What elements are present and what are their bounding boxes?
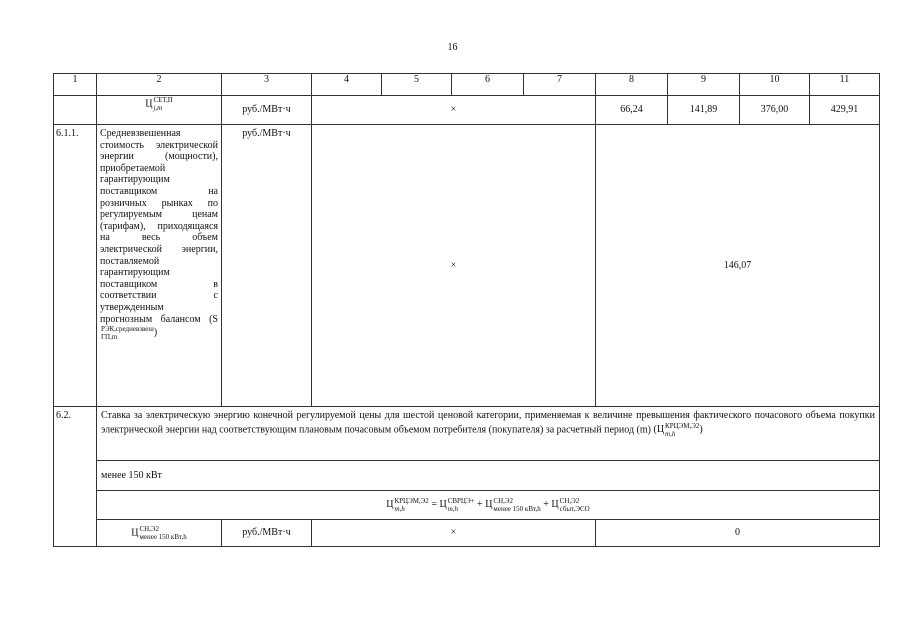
network-tariff-symbol: Ц СЕТ,П j,m [97, 96, 222, 125]
last-row-unit: руб./МВт·ч [222, 520, 312, 547]
table-row-network-tariff [54, 96, 880, 125]
table-row-subgroup [54, 461, 880, 491]
header-cell-5: 5 [382, 74, 452, 96]
row-6-1-1-value: 146,07 [596, 125, 880, 407]
table-row-formula [54, 491, 880, 520]
header-cell-7: 7 [524, 74, 596, 96]
row-number-empty [54, 96, 97, 125]
table-row-last [54, 520, 880, 547]
row-6-2-description: Ставка за электрическую энергию конечной регулируемой цены для шестой ценовой категории, применяемая к величине превышения фактического почасового объема покупки электрической энергии над соответствующим плановым почасовым объемом потребителя (покупателя) за расчетный период (m) (Ц КРЦЭМ,Э2 m,h ) [97, 407, 880, 461]
header-cell-8: 8 [596, 74, 668, 96]
network-tariff-cross: × [312, 96, 596, 125]
network-tariff-value-9: 141,89 [668, 96, 740, 125]
header-cell-4: 4 [312, 74, 382, 96]
header-cell-3: 3 [222, 74, 312, 96]
last-row-cross: × [312, 520, 596, 547]
formula: Ц КРЦЭМ,Э2 m,h = Ц СВРЦЭ+ m,h + Ц СН,Э2 менее 150 кВт,h + Ц СН,Э2 сбыт,ЭСО [386, 497, 590, 513]
header-cell-9: 9 [668, 74, 740, 96]
row-6-1-1-symbol: (S РЭК,средневзвеш ГП,m ) [101, 313, 218, 342]
header-cell-6: 6 [452, 74, 524, 96]
header-cell-2: 2 [97, 74, 222, 96]
row-6-1-1-cross: × [312, 125, 596, 407]
last-row-value: 0 [596, 520, 880, 547]
header-cell-11: 11 [810, 74, 880, 96]
row-6-1-1-unit: руб./МВт·ч [222, 125, 312, 407]
row-6-2-symbol: (Ц КРЦЭМ,Э2 m,h ) [653, 421, 703, 438]
table-row-6-1-1 [54, 125, 880, 407]
row-number-6-1-1: 6.1.1. [54, 125, 97, 407]
network-tariff-value-8: 66,24 [596, 96, 668, 125]
row-6-1-1-description: Средневзвешенная стоимость электрической энергии (мощности), приобретаемой гарантирующим поставщиком на розничных рынках по регулируемым ценам (тарифам), приходящаяся на весь объем электрической энергии, поставляемой гарантирующим поставщиком в соответствии с утвержденным прогнозным балансом (S РЭК,средневзвеш ГП,m ) [97, 125, 222, 407]
network-tariff-unit: руб./МВт·ч [222, 96, 312, 125]
formula-cell [97, 491, 880, 520]
header-cell-1: 1 [54, 74, 97, 96]
table-row-6-2 [54, 407, 880, 461]
network-tariff-value-11: 429,91 [810, 96, 880, 125]
tariff-table [53, 73, 880, 547]
last-row-symbol: Ц СН,Э2 менее 150 кВт,h [97, 520, 222, 547]
network-tariff-value-10: 376,00 [740, 96, 810, 125]
header-cell-10: 10 [740, 74, 810, 96]
subgroup-label: менее 150 кВт [97, 461, 880, 491]
row-number-6-2: 6.2. [54, 407, 97, 547]
page-number: 16 [447, 42, 458, 53]
header-row [54, 74, 880, 96]
